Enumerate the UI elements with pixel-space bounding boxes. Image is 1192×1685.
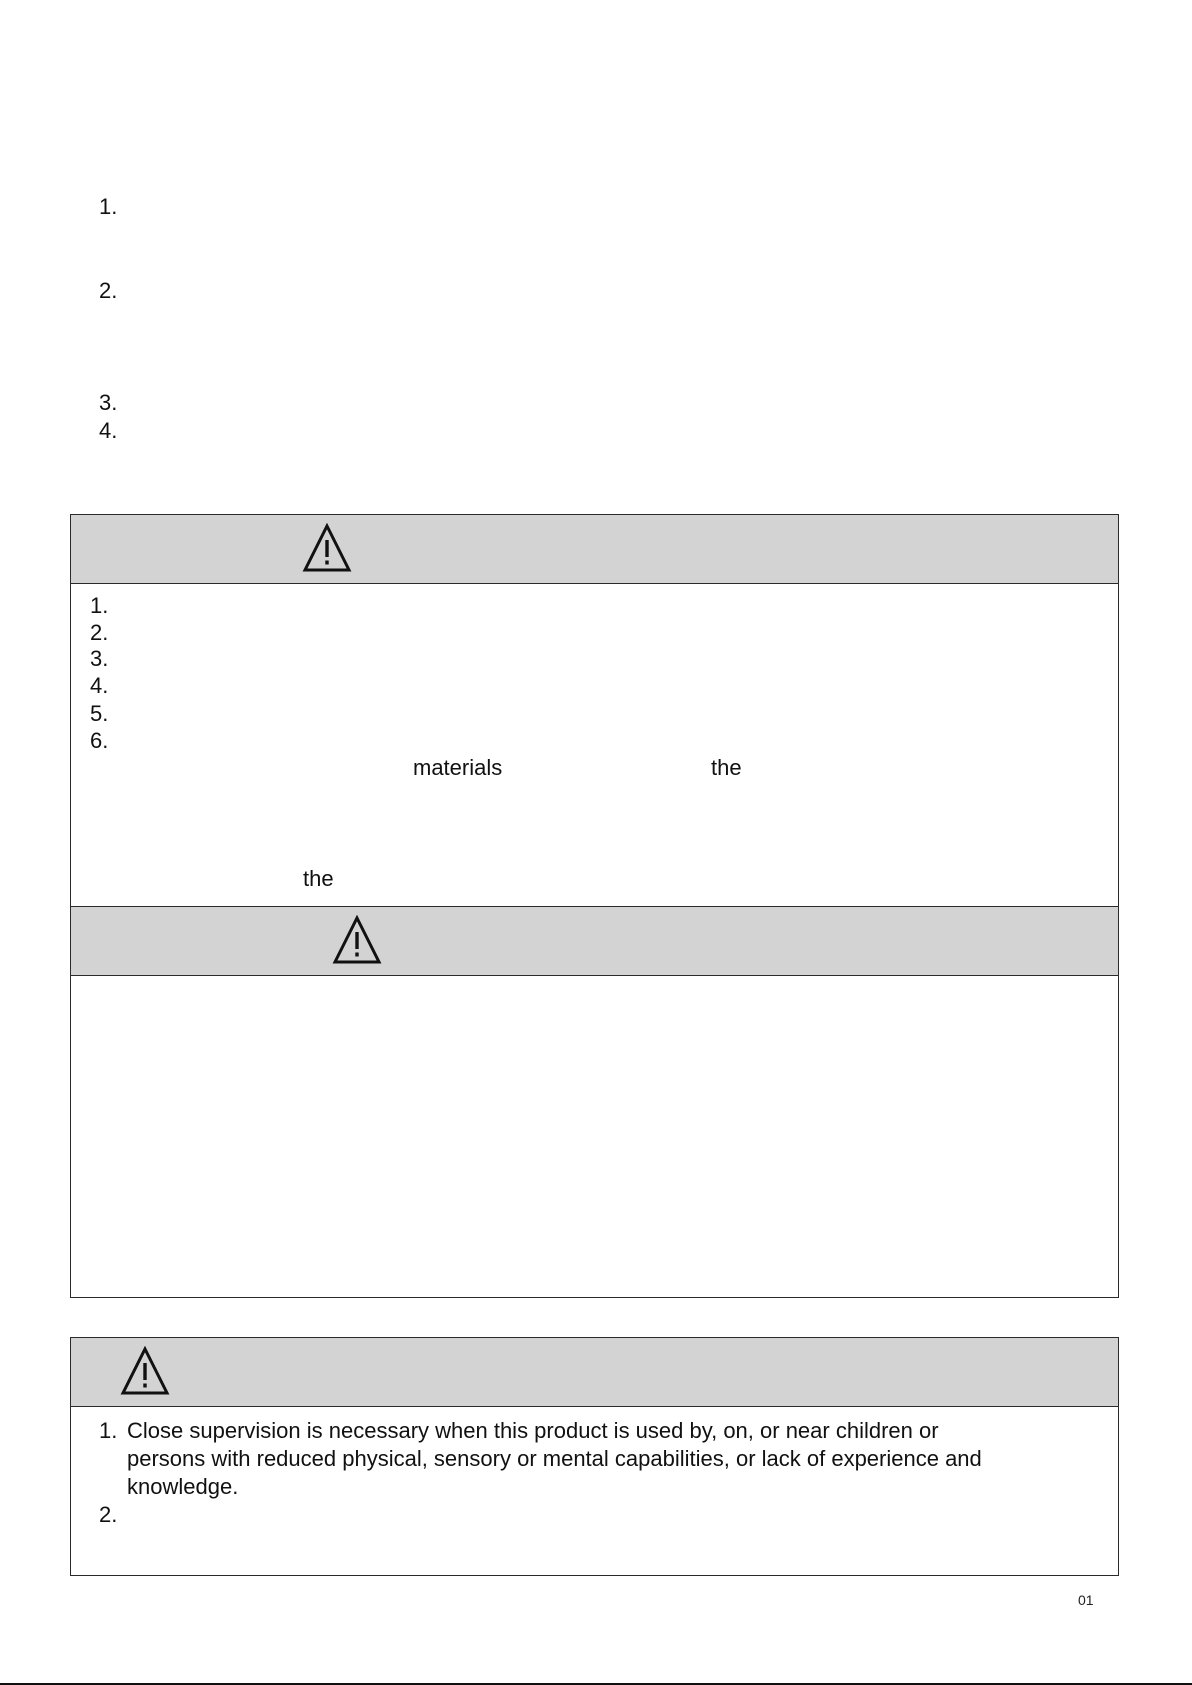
section1-body	[70, 583, 1119, 907]
section3-item1-line-1: Close supervision is necessary when this product is used by, on, or near children or	[127, 1418, 939, 1443]
section1-header	[70, 514, 1119, 584]
section1-number-3: 3.	[90, 646, 109, 671]
warning-triangle-icon	[302, 523, 352, 573]
section1-number-5: 5.	[90, 701, 109, 726]
section3-body	[70, 1406, 1119, 1576]
page-number: 01	[1078, 1592, 1094, 1608]
section3-item1-line-2: persons with reduced physical, sensory or mental capabilities, or lack of experience and	[127, 1446, 982, 1471]
section1-number-1: 1.	[90, 593, 109, 618]
section1-fragment-the: the	[711, 755, 742, 780]
section3-number-2: 2.	[99, 1502, 118, 1527]
intro-list-number-4: 4.	[99, 418, 118, 443]
intro-list-number-3: 3.	[99, 390, 118, 415]
warning-triangle-icon	[120, 1346, 170, 1396]
section1-number-6: 6.	[90, 728, 109, 753]
section1-fragment-the-2: the	[303, 866, 334, 891]
intro-list-number-1: 1.	[99, 194, 118, 219]
section1-fragment-materials: materials	[413, 755, 503, 780]
warning-triangle-icon	[332, 915, 382, 965]
intro-list-number-2: 2.	[99, 278, 118, 303]
section3-header	[70, 1337, 1119, 1407]
section1-number-2: 2.	[90, 620, 109, 645]
section2-header	[70, 906, 1119, 976]
section2-body	[70, 975, 1119, 1298]
section3-item1-line-3: knowledge.	[127, 1474, 239, 1499]
section1-number-4: 4.	[90, 673, 109, 698]
section3-number-1: 1.	[99, 1418, 118, 1443]
